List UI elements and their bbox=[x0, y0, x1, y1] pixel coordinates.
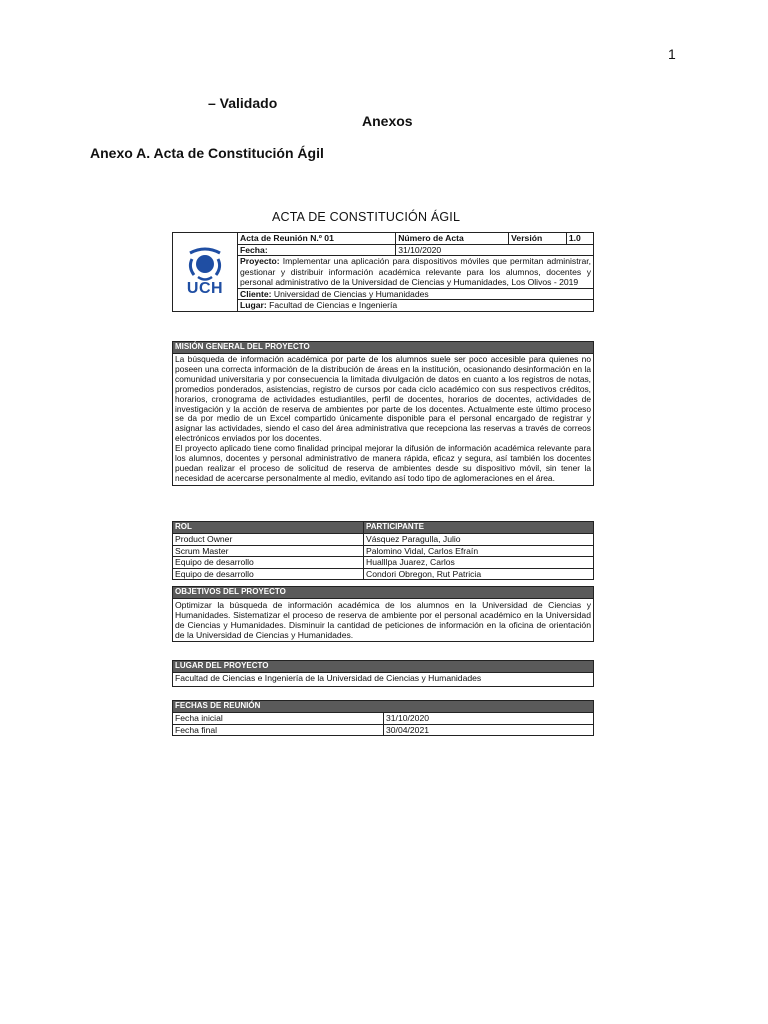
mision-heading: MISIÓN GENERAL DEL PROYECTO bbox=[173, 342, 594, 354]
fecha-label-cell: Fecha inicial bbox=[173, 713, 384, 725]
roles-header-participante: PARTICIPANTE bbox=[364, 522, 594, 534]
fechas-heading: FECHAS DE REUNIÓN bbox=[173, 701, 594, 713]
table-row bbox=[173, 568, 594, 580]
fecha-value-cell: 31/10/2020 bbox=[384, 713, 594, 725]
proyecto-label: Proyecto: bbox=[240, 256, 280, 266]
acta-title: ACTA DE CONSTITUCIÓN ÁGIL bbox=[272, 210, 461, 224]
table-row bbox=[173, 724, 594, 736]
table-row bbox=[173, 713, 594, 725]
rol-cell: Equipo de desarrollo bbox=[173, 568, 364, 580]
lugar-label: Lugar: bbox=[240, 300, 267, 310]
lugar-cell bbox=[238, 300, 594, 312]
cliente-value: Universidad de Ciencias y Humanidades bbox=[273, 288, 429, 299]
acta-header-table bbox=[172, 232, 594, 312]
logo-cell bbox=[173, 233, 238, 312]
objetivos-heading: OBJETIVOS DEL PROYECTO bbox=[173, 587, 594, 599]
page-number: 1 bbox=[668, 46, 676, 62]
rol-cell: Scrum Master bbox=[173, 545, 364, 557]
heading-anexos: Anexos bbox=[362, 113, 413, 129]
roles-table bbox=[172, 521, 594, 580]
heading-validado: – Validado bbox=[208, 95, 278, 111]
lugar-value: Facultad de Ciencias e Ingeniería bbox=[269, 300, 398, 310]
participante-cell: Condori Obregon, Rut Patricia bbox=[364, 568, 594, 580]
participante-cell: Vásquez Paragulla, Julio bbox=[364, 534, 594, 546]
lugar-proyecto-table bbox=[172, 660, 594, 687]
rol-cell: Equipo de desarrollo bbox=[173, 557, 364, 569]
uch-logo-icon bbox=[186, 247, 224, 281]
rol-cell: Product Owner bbox=[173, 534, 364, 546]
fecha-label-cell: Fecha final bbox=[173, 724, 384, 736]
objetivos-body: Optimizar la búsqueda de información académica de los alumnos en la Universidad de Ciencias y Humanidades. Sistematizar el proceso de reserva de ambiente por el personal académico en la Universidad de Ciencias y Humanidades. Disminuir la cantidad de peticiones de información en la oficina de orientación de la Universidad de Ciencias y Humanidades. bbox=[173, 599, 594, 642]
numero-acta-cell: Número de Acta bbox=[396, 233, 509, 245]
cliente-label: Cliente: bbox=[240, 288, 272, 299]
mision-paragraph-1: La búsqueda de información académica por parte de los alumnos suele ser poco accesible para quienes no poseen una correcta información de la distribución de áreas en la institución, ocasionando desinformación en la comunidad universitaria y por consecuencia la limitada divulgación de datos en cuanto a los registros de notas, promedios ponderados, asistencias, registro de cursos por cada ciclo académico con sus respectivos créditos, horarios, cronograma de actividades estudiantiles, perfil de docentes, horarios de docentes, actividades de investigación y la acción de reserva de ambientes por parte de los docentes. Actualmente este último proceso se da por medio de un Excel compartido únicamente disponible para el personal encargado de registrar y asignar las actividades, siendo el caso del área administrativa que recepciona las reservas a través de correos electrónicos enviados por los docentes. bbox=[175, 354, 591, 444]
cliente-cell bbox=[238, 288, 594, 300]
fecha-label-cell: Fecha: bbox=[238, 244, 396, 256]
mision-paragraph-2: El proyecto aplicado tiene como finalidad principal mejorar la difusión de información académica relevante para los alumnos, docentes y personal administrativo de manera rápida, eficaz y segura, así también los docentes puedan realizar el proceso de solicitud de reserva de ambientes desde su dispositivo móvil, sin tener la necesidad de acercarse personalmente al medio, evitando así todo tipo de aglomeraciones en el área. bbox=[175, 443, 591, 483]
roles-header-rol: ROL bbox=[173, 522, 364, 534]
table-row bbox=[173, 557, 594, 569]
mision-table bbox=[172, 341, 594, 486]
mision-body bbox=[173, 354, 594, 486]
participante-cell: Hualllpa Juarez, Carlos bbox=[364, 557, 594, 569]
lugar-proyecto-body: Facultad de Ciencias e Ingeniería de la Universidad de Ciencias y Humanidades bbox=[173, 673, 594, 687]
fecha-value-cell: 30/04/2021 bbox=[384, 724, 594, 736]
objetivos-table bbox=[172, 586, 594, 642]
version-value-cell: 1.0 bbox=[566, 233, 593, 245]
acta-number-cell: Acta de Reunión N.º 01 bbox=[238, 233, 396, 245]
table-row bbox=[173, 545, 594, 557]
proyecto-value: Implementar una aplicación para dispositivos móviles que permitan administrar, gestionar y distribuir información académica relevante para los alumnos, docentes y personal administrativo de la Universidad de Ciencias y Humanidades, Los Olivos - 2019 bbox=[240, 256, 591, 287]
fecha-value-cell: 31/10/2020 bbox=[396, 244, 594, 256]
logo-text: UCH bbox=[186, 279, 224, 297]
table-row bbox=[173, 534, 594, 546]
heading-anexo-a: Anexo A. Acta de Constitución Ágil bbox=[90, 145, 324, 161]
version-label-cell: Versión bbox=[509, 233, 567, 245]
lugar-proyecto-heading: LUGAR DEL PROYECTO bbox=[173, 661, 594, 673]
fechas-table bbox=[172, 700, 594, 736]
participante-cell: Palomino Vidal, Carlos Efraín bbox=[364, 545, 594, 557]
proyecto-cell bbox=[238, 256, 594, 289]
